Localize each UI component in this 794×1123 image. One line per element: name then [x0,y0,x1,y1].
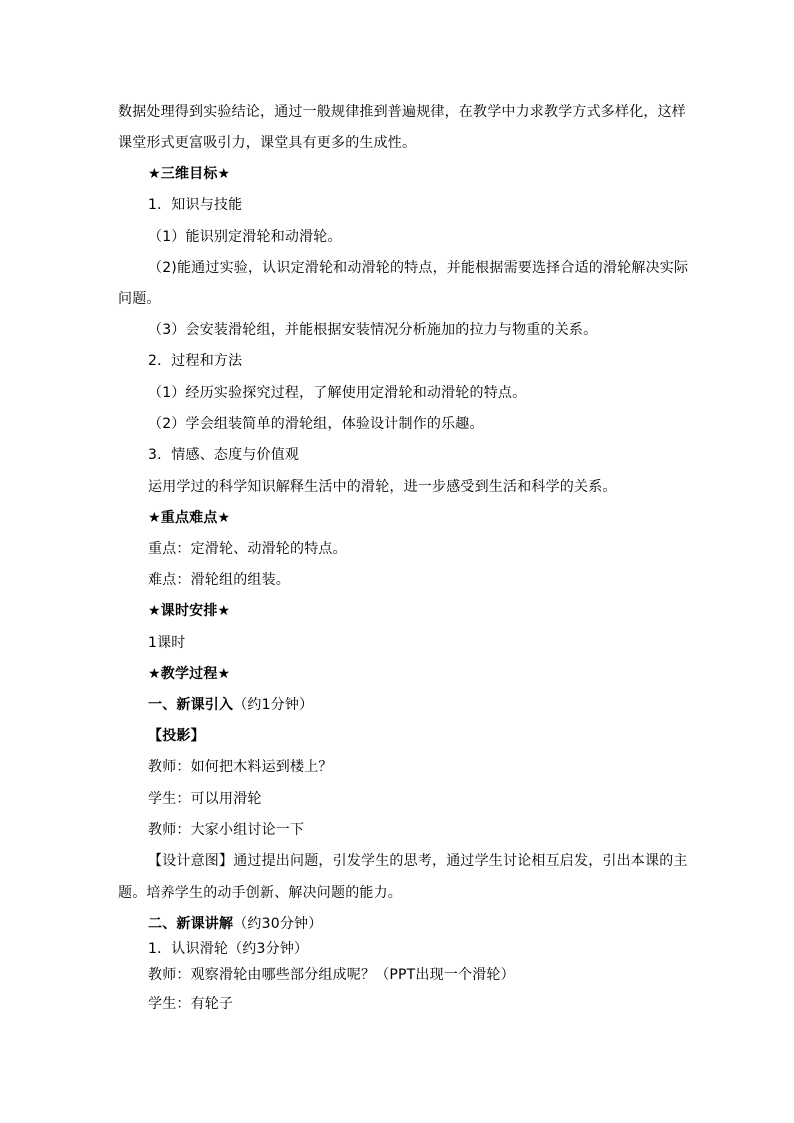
design-intent-line: 【设计意图】通过提出问题，引发学生的思考，通过学生讨论相互启发，引出本课的主 [148,853,688,869]
subheading-process-methods: 2．过程和方法 [148,353,243,369]
list-item: （2)能通过实验，认识定滑轮和动滑轮的特点，并能根据需要选择合适的滑轮解决实际 [148,260,689,276]
list-item: （2）学会组装简单的滑轮组，体验设计制作的乐趣。 [148,416,484,432]
subheading-knowledge-skills: 1．知识与技能 [148,197,243,213]
projection-label: 【投影】 [148,728,205,744]
step-title: 二、新课讲解 [148,916,234,932]
dialogue-line: 教师：如何把木料运到楼上？ [148,759,333,775]
paragraph-line: 题。培养学生的动手创新、解决问题的能力。 [118,885,402,901]
step-title: 一、新课引入 [148,697,234,713]
dialogue-line: 学生：可以用滑轮 [148,791,262,807]
list-item: （1）经历实验探究过程，了解使用定滑轮和动滑轮的特点。 [148,385,527,401]
dialogue-line: 学生：有轮子 [148,996,234,1012]
step-duration: （约1分钟） [233,697,314,713]
step-heading-introduction [148,696,718,714]
key-point-line: 重点：定滑轮、动滑轮的特点。 [148,541,347,557]
section-heading-key-points: ★重点难点★ [148,510,231,526]
dialogue-line: 教师：大家小组讨论一下 [148,822,305,838]
paragraph-line: 数据处理得到实验结论，通过一般规律推到普遍规律，在教学中力求教学方式多样化，这样 [118,104,686,120]
paragraph-line: 问题。 [118,291,161,307]
paragraph-line: 课堂形式更富吸引力，课堂具有更多的生成性。 [118,135,417,151]
paragraph-line: 运用学过的科学知识解释生活中的滑轮，进一步感受到生活和科学的关系。 [148,479,617,495]
schedule-line: 1课时 [148,635,186,651]
dialogue-line: 教师：观察滑轮由哪些部分组成呢？（PPT出现一个滑轮） [148,967,515,983]
step-duration: （约30分钟） [233,916,323,932]
list-item: （3）会安装滑轮组，并能根据安装情况分析施加的拉力与物重的关系。 [148,322,598,338]
subheading-emotion-values: 3．情感、态度与价值观 [148,447,300,463]
section-heading-teaching-process: ★教学过程★ [148,666,231,682]
section-heading-schedule: ★课时安排★ [148,603,231,619]
step-heading-new-lesson [148,915,718,933]
subheading-know-pulley: 1．认识滑轮（约3分钟） [148,941,309,957]
list-item: （1）能识别定滑轮和动滑轮。 [148,229,342,245]
difficult-point-line: 难点：滑轮组的组装。 [148,572,290,588]
section-heading-three-dimensional-goals: ★三维目标★ [148,166,231,182]
